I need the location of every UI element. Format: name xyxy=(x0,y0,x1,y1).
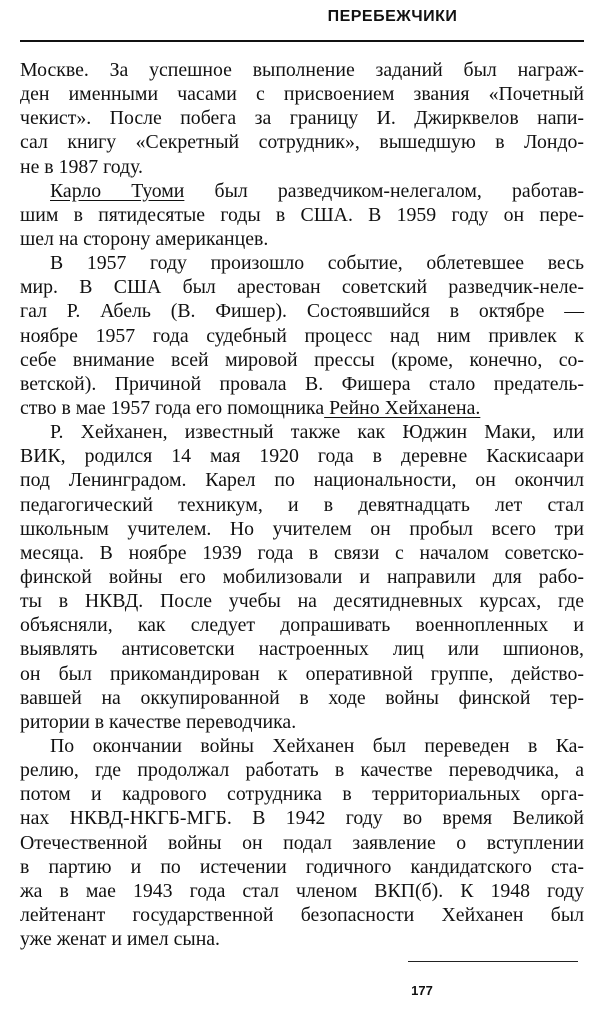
text-line: ден именными часами с присвоением звания «Почетный xyxy=(20,83,584,106)
text-line: шим в пятидесятые годы в США. В 1959 году он пере- xyxy=(20,203,584,226)
text-line: он был прикомандирован к оперативной группе, действо- xyxy=(20,662,584,685)
text-line: ритории в качестве переводчика. xyxy=(20,710,297,733)
text-line: уже женат и имел сына. xyxy=(20,928,221,951)
text-line: потом и кадрового сотрудника в территориальных орга- xyxy=(20,783,584,806)
text-line: мир. В США был арестован советский разведчик-неле- xyxy=(20,276,584,299)
text-line: ветской). Причиной провала В. Фишера стало предатель- xyxy=(20,372,584,395)
text-line: школьным учителем. Но учителем он пробыл всего три xyxy=(20,517,584,540)
text-line: в партию и по истечении годичного кандидатского ста- xyxy=(20,855,584,878)
header-rule xyxy=(20,40,584,42)
footer-rule xyxy=(408,961,578,962)
text-line: жа в мае 1943 года стал членом ВКП(б). К 1948 году xyxy=(20,879,584,902)
text-line: Отечественной войны он подал заявление о вступлении xyxy=(20,831,584,854)
underlined-name-heikhanen: Рейно Хейханена. xyxy=(324,396,481,419)
text-line: месяца. В ноябре 1939 года в связи с началом советско- xyxy=(20,541,584,564)
text-line: объясняли, как следует допрашивать военнопленных и xyxy=(20,614,584,637)
text-line: под Ленинградом. Карел по национальности, он окончил xyxy=(20,469,584,492)
text-segment: был разведчиком-нелегалом, работав- xyxy=(184,179,584,202)
text-line: лейтенант государственной безопасности Хейханен был xyxy=(20,903,584,926)
text-line: сал книгу «Секретный сотрудник», вышедшую в Лондо- xyxy=(20,131,584,154)
text-line: Р. Хейханен, известный также как Юджин Маки, или xyxy=(50,421,584,444)
text-line: В 1957 году произошло событие, облетевшее весь xyxy=(50,252,584,275)
text-line: ты в НКВД. После учебы на десятидневных курсах, где xyxy=(20,590,584,613)
text-line: гал Р. Абель (В. Фишер). Состоявшийся в октябре — xyxy=(20,300,584,323)
text-line: ноябре 1957 года судебный процесс над ним привлек к xyxy=(20,324,584,347)
text-line: себе внимание всей мировой прессы (кроме, конечно, со- xyxy=(20,348,584,371)
text-line: педагогический техникум, и в девятнадцать лет стал xyxy=(20,493,584,516)
body-text xyxy=(20,58,584,951)
text-segment: ство в мае 1957 года его помощника xyxy=(20,396,325,419)
text-line: По окончании войны Хейханен был переведен в Ка- xyxy=(50,734,584,757)
text-line: релию, где продолжал работать в качестве переводчика, а xyxy=(20,759,584,782)
text-line: финской войны его мобилизовали и направили для рабо- xyxy=(20,565,584,588)
page-number: 177 xyxy=(411,983,433,998)
text-line: выявлять антисоветски настроенных лиц или шпионов, xyxy=(20,638,584,661)
text-line: не в 1987 году. xyxy=(20,155,143,178)
text-line: шел на сторону американцев. xyxy=(20,227,269,250)
text-line: чекист». После побега за границу И. Джирквелов напи- xyxy=(20,107,584,130)
text-line xyxy=(20,179,584,203)
underlined-name-tuomi: Карло Туоми xyxy=(50,179,185,202)
text-line xyxy=(20,396,584,420)
text-line: ВИК, родился 14 мая 1920 года в деревне Каскисаари xyxy=(20,445,584,468)
running-head: ПЕРЕБЕЖЧИКИ xyxy=(327,8,458,25)
text-line: вавшей на оккупированной в ходе войны финской тер- xyxy=(20,686,584,709)
text-line: Москве. За успешное выполнение заданий был награж- xyxy=(20,59,584,81)
text-line: нах НКВД-НКГБ-МГБ. В 1942 году во время Великой xyxy=(20,807,584,830)
